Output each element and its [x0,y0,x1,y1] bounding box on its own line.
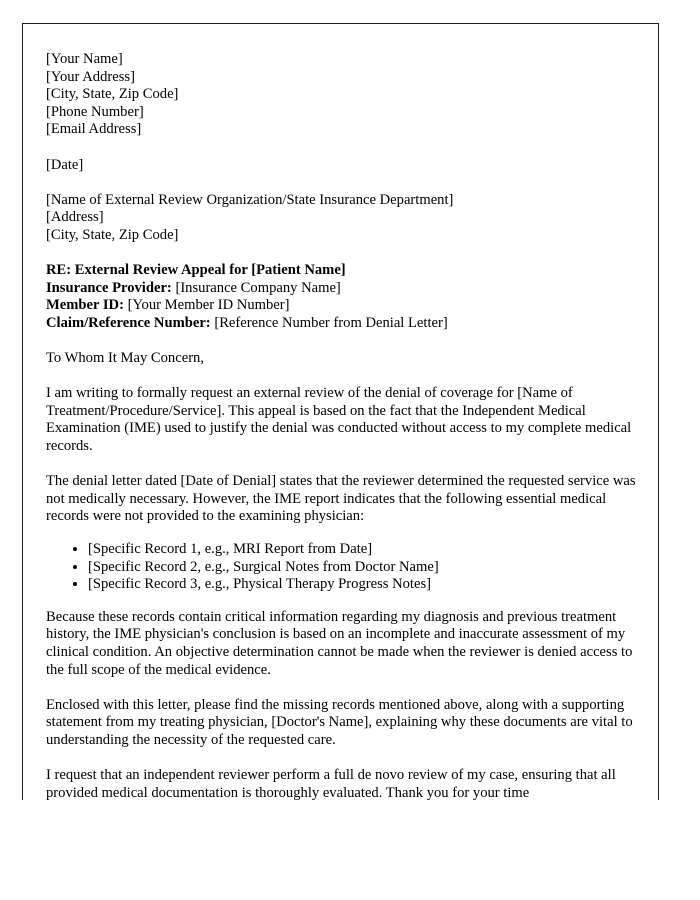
member-id-value: [Your Member ID Number] [127,297,290,314]
spacer [46,245,636,263]
sender-city-state-zip: [City, State, Zip Code] [46,86,179,103]
list-item: • [Specific Record 1, e.g., MRI Report from Date] [88,541,636,559]
list-item: • [Specific Record 2, e.g., Surgical Notes from Doctor Name] [88,559,636,577]
paragraph-2: The denial letter dated [Date of Denial] states that the reviewer determined the requested service was not medically necessary. However, the IME report indicates that the following essential medical records were not provided to the examining physician: [46,473,636,525]
member-id-line [46,297,636,315]
recipient-address-block [46,192,636,245]
sender-street: [Your Address] [46,68,135,85]
insurance-provider-line [46,280,636,298]
paragraph-3: Because these records contain critical information regarding my diagnosis and previous treatment history, the IME physician's conclusion is based on an incomplete and inaccurate assessment of my clinical condition. An objective determination cannot be made when the reviewer is denied access to the full scope of the medical evidence. [46,608,633,678]
spacer [46,526,636,541]
insurance-provider-value: [Insurance Company Name] [175,279,341,296]
letter-body [46,51,636,800]
letter-date: [Date] [46,156,84,173]
salutation: To Whom It May Concern, [46,350,204,367]
insurance-provider-label: Insurance Provider: [46,279,172,296]
claim-reference-label: Claim/Reference Number: [46,314,211,331]
sender-email: [Email Address] [46,121,142,138]
list-item: • [Specific Record 3, e.g., Physical Therapy Progress Notes] [88,576,636,594]
paragraph-1: I am writing to formally request an external review of the denial of coverage for [Name of Treatment/Procedure/Service]. This appeal is based on the fact that the Independent Medical Examination (IME) used to justify the denial was conducted without access to my complete medical records. [46,385,632,455]
claim-reference-value: [Reference Number from Denial Letter] [214,314,448,331]
spacer [46,456,636,474]
sender-address-block [46,51,636,139]
reference-block [46,262,636,332]
date-block [46,157,636,175]
paragraph-4: Enclosed with this letter, please find the missing records mentioned above, along with a supporting statement from my treating physician, [Doctor's Name], explaining why these documents are vital to understanding the necessity of the requested care. [46,696,633,748]
sender-name: [Your Name] [46,51,123,67]
spacer [46,333,636,351]
sender-phone: [Phone Number] [46,103,144,120]
spacer [46,750,636,768]
spacer [46,174,636,192]
recipient-city-state-zip: [City, State, Zip Code] [46,226,179,243]
spacer [46,594,636,609]
recipient-street: [Address] [46,209,104,226]
spacer [46,368,636,386]
paragraph-5: I request that an independent reviewer perform a full de novo review of my case, ensuring that all provided medical documentation is thoroughly evaluated. Thank you for your time [46,767,616,800]
member-id-label: Member ID: [46,297,124,314]
document-page [22,23,659,800]
missing-records-list [46,541,636,594]
subject-line: RE: External Review Appeal for [Patient Name] [46,262,346,279]
claim-reference-line [46,315,636,333]
recipient-organization: [Name of External Review Organization/State Insurance Department] [46,191,454,208]
spacer [46,139,636,157]
spacer [46,679,636,697]
